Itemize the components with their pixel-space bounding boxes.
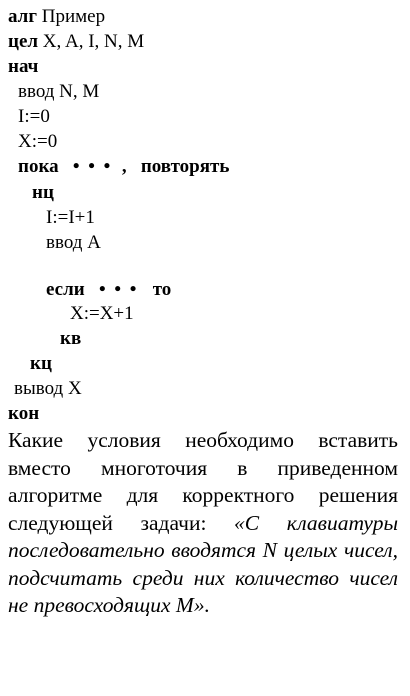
loop-start-line: [32, 180, 54, 205]
cel-keyword: цел: [8, 31, 39, 52]
begin-line: [8, 54, 38, 79]
output-x-statement: вывод X: [14, 378, 82, 399]
if-end-line: [60, 326, 81, 351]
while-condition-ellipsis: • • •: [72, 156, 113, 177]
input-a-line: [46, 230, 101, 255]
assign-x-line: [18, 129, 57, 154]
increment-i-line: [46, 205, 95, 230]
algorithm-name: Пример: [41, 6, 106, 27]
assign-i-statement: I:=0: [18, 106, 50, 127]
then-keyword: то: [152, 279, 172, 300]
while-line: [18, 154, 229, 179]
assign-x-statement: X:=0: [18, 131, 58, 152]
if-line: [46, 277, 171, 302]
output-x-line: [14, 376, 82, 401]
nach-keyword: нач: [8, 56, 39, 77]
if-condition-ellipsis: • • •: [98, 279, 139, 300]
loop-end-line: [30, 351, 52, 376]
question-task-text: «С клавиатуры последовательно вводятся N целых чисел, подсчитать среди них количество чисел не превосходящих M».: [8, 510, 399, 617]
kts-keyword: кц: [30, 353, 52, 374]
nts-keyword: нц: [32, 182, 54, 203]
variable-declaration-line: [8, 29, 144, 54]
end-line: [8, 401, 39, 426]
alg-keyword: алг: [8, 6, 37, 27]
input-n-m-line: [18, 79, 99, 104]
while-comma: ,: [121, 156, 127, 177]
increment-x-line: [70, 301, 134, 326]
input-a-statement: ввод A: [46, 232, 101, 253]
question-paragraph: [8, 427, 398, 620]
kon-keyword: кон: [8, 403, 40, 424]
kv-keyword: кв: [60, 328, 82, 349]
increment-x-statement: X:=X+1: [70, 303, 134, 324]
increment-i-statement: I:=I+1: [46, 207, 95, 228]
assign-i-line: [18, 104, 50, 129]
variable-list: X, A, I, N, M: [42, 31, 145, 52]
if-keyword: если: [46, 279, 85, 300]
while-keyword: пока: [18, 156, 59, 177]
alg-header-line: [8, 4, 105, 29]
repeat-keyword: повторять: [140, 156, 230, 177]
question-lead-text: Какие условия необходимо вставить вместо многоточия в приведенном алгоритме для корректного решения следующей задачи:: [8, 428, 398, 535]
input-n-m-statement: ввод N, M: [18, 81, 100, 102]
